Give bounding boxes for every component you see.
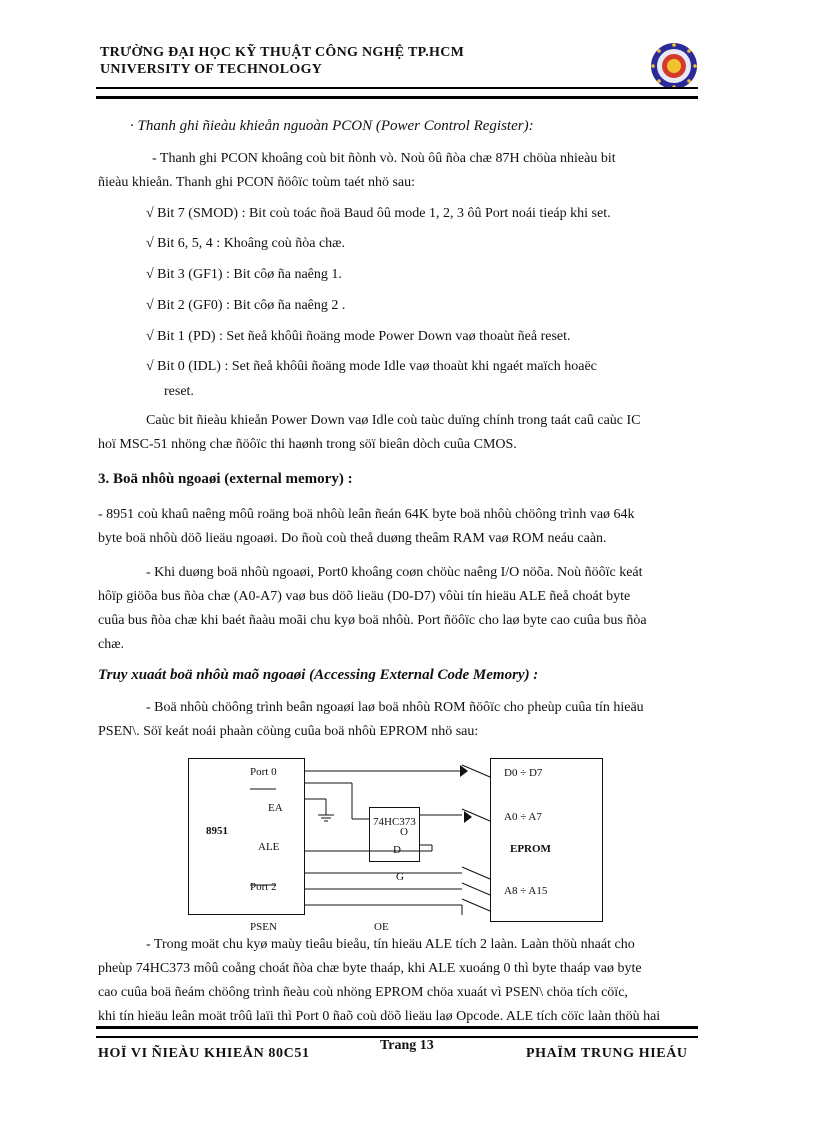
pcon-bit0: √ Bit 0 (IDL) : Set ñeå khôûi ñoäng mode Idle vaø thoaùt khi ngaét maïch hoaëc: [146, 359, 597, 374]
footer-course-title: HOÏ VI ÑIEÀU KHIEÅN 80C51: [98, 1046, 310, 1061]
tail-line4: khi tín hieäu leân moät trôû laïi thì Port 0 ñaõ coù döõ lieäu laø Opcode. ALE tích cöïc laàn thöù hai: [98, 1009, 661, 1024]
ext-memory-p2-line1: - Khi duøng boä nhôù ngoaøi, Port0 khoâng coøn chöùc naêng I/O nöõa. Noù ñöôïc keát: [146, 565, 643, 580]
tail-line1: - Trong moät chu kyø maùy tieâu bieåu, tín hieäu ALE tích 2 laàn. Laàn thöù nhaát cho: [146, 937, 635, 952]
eprom-box: [491, 759, 603, 922]
pcon-bit654: √ Bit 6, 5, 4 : Khoâng coù ñòa chæ.: [146, 236, 345, 251]
label-74hc373: 74HC373: [373, 816, 416, 828]
ext-memory-p1-line1: - 8951 coù khaû naêng môû roäng boä nhôù leân ñeán 64K byte boä nhôù chöông trình vaø 64k: [98, 507, 635, 522]
ext-memory-p2-line2: hôïp giöõa bus ñòa chæ (A0-A7) vaø bus döõ lieäu (D0-D7) vôùi tín hieäu ALE ñeå choát byte: [98, 589, 631, 604]
label-a0-a7: A0 ÷ A7: [504, 811, 542, 823]
label-latch-o: O: [400, 826, 408, 838]
label-a8-a15: A8 ÷ A15: [504, 885, 548, 897]
tail-line3: cao cuûa boä ñeám chöông trình ñeàu coù nhöng EPROM chöa xuaát vì PSEN\ chöa tích cöïc,: [98, 985, 628, 1000]
pcon-title: · Thanh ghi ñieàu khieån nguoàn PCON (Power Control Register):: [130, 118, 534, 134]
label-port2: Port 2: [250, 881, 277, 893]
label-port0: Port 0: [250, 766, 277, 778]
label-ea: EA: [268, 802, 283, 814]
label-latch-g: G: [396, 871, 404, 883]
ext-code-p1-line1: - Boä nhôù chöông trình beân ngoaøi laø boä nhôù ROM ñöôïc cho pheùp cuûa tín hieäu: [146, 700, 644, 715]
pcon-bit7: √ Bit 7 (SMOD) : Bit coù toác ñoä Baud ôû mode 1, 2, 3 ôû Port noái tieáp khi set.: [146, 206, 611, 221]
pcon-bit0-cont: reset.: [164, 384, 194, 399]
label-latch-d: D: [393, 844, 401, 856]
header-university-vn: TRƯỜNG ĐẠI HỌC KỸ THUẬT CÔNG NGHỆ TP.HCM: [100, 45, 465, 60]
pcon-bit1: √ Bit 1 (PD) : Set ñeå khôûi ñoäng mode Power Down vaø thoaùt ñeå reset.: [146, 329, 571, 344]
label-eprom: EPROM: [510, 843, 551, 855]
ext-memory-p1-line2: byte boä nhôù döõ lieäu ngoaøi. Do ñoù coù theå duøng theâm RAM vaø ROM neáu caàn.: [98, 531, 607, 546]
ext-code-p1-line2: PSEN\. Söï keát noái phaàn cöùng cuûa boä nhôù EPROM nhö sau:: [98, 724, 479, 739]
ext-memory-heading: 3. Boä nhôù ngoaøi (external memory) :: [98, 471, 353, 487]
footer-page-number: Trang 13: [380, 1038, 434, 1053]
pcon-bit2: √ Bit 2 (GF0) : Bit côø ña naêng 2 .: [146, 298, 346, 313]
pcon-note-line2: hoï MSC-51 nhöng chæ ñöôïc thi haønh trong söï bieân dòch cuûa CMOS.: [98, 437, 517, 452]
label-8951: 8951: [206, 825, 228, 837]
tail-line2: pheùp 74HC373 môû coång choát ñòa chæ byte thaáp, khi ALE xuoáng 0 thì byte thaáp vaø byte: [98, 961, 642, 976]
ext-code-heading: Truy xuaát boä nhôù maõ ngoaøi (Accessing External Code Memory) :: [98, 667, 539, 683]
pcon-note-line1: Caùc bit ñieàu khieån Power Down vaø Idle coù taùc duïng chính trong taát caû caùc IC: [146, 413, 641, 428]
page-header: [100, 44, 464, 78]
pcon-intro-line1: - Thanh ghi PCON khoâng coù bit ñònh vò. Noù ôû ñòa chæ 87H chöùa nhieàu bit: [152, 151, 616, 166]
header-university-en: UNIVERSITY OF TECHNOLOGY: [100, 62, 323, 77]
university-logo-icon: [650, 42, 698, 90]
ext-memory-p2-line3: cuûa bus ñòa chæ khi baét ñaàu moãi chu kyø boä nhôù. Port ñöôïc cho laø byte cao cuûa bus ñòa: [98, 613, 647, 628]
eprom-connection-diagram: [188, 755, 618, 933]
label-oe: OE: [374, 921, 389, 933]
ext-memory-p2-line4: chæ.: [98, 637, 125, 652]
label-d0-d7: D0 ÷ D7: [504, 767, 543, 779]
label-ale: ALE: [258, 841, 280, 853]
pcon-bit3: √ Bit 3 (GF1) : Bit côø ña naêng 1.: [146, 267, 342, 282]
footer-author: PHAÏM TRUNG HIEÁU: [526, 1046, 688, 1061]
pcon-intro-line2: ñieàu khieån. Thanh ghi PCON ñöôïc toùm taét nhö sau:: [98, 175, 416, 190]
label-psen: PSEN: [250, 921, 277, 933]
header-rule: [96, 87, 698, 99]
footer-rule: [96, 1026, 698, 1038]
